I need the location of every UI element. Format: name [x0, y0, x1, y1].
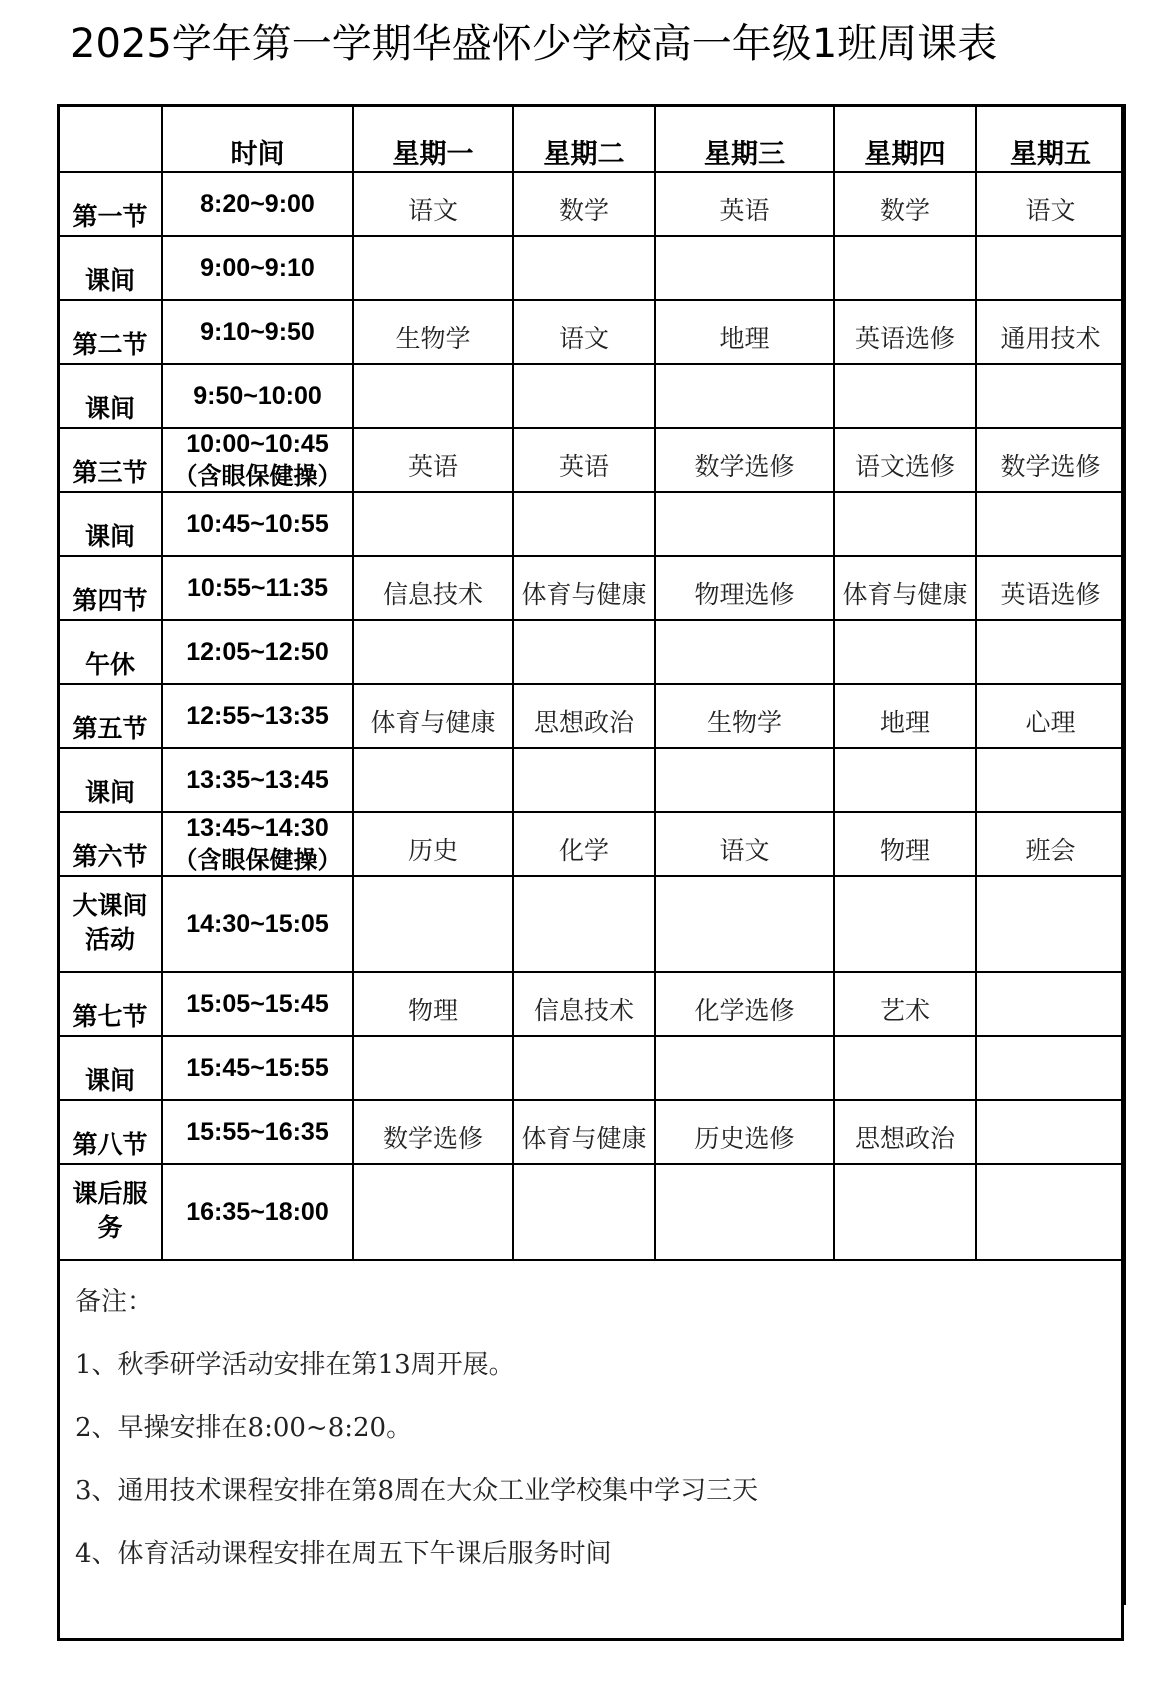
row-label-line: 活动 [84, 925, 135, 954]
row-label-line: 大课间 [72, 891, 148, 920]
notes-section [75, 1285, 758, 1600]
subject-cell: 语文选修 [834, 428, 976, 492]
time-note: （含眼保健操） [173, 461, 342, 490]
subject-cell: 生物学 [655, 684, 834, 748]
subject-cell: 数学 [513, 172, 655, 236]
subject-cell: 英语 [353, 428, 513, 492]
note-item-2: 2、早操安排在8:00~8:20。 [75, 1413, 413, 1443]
subject-cell: 艺术 [834, 972, 976, 1036]
subject-cell: 生物学 [353, 300, 513, 364]
subject-cell: 语文 [513, 300, 655, 364]
time-range: 12:55~13:35 [186, 702, 329, 730]
row-label: 第三节 [58, 428, 162, 492]
row-label: 课间 [58, 1036, 162, 1100]
row-label: 第一节 [58, 172, 162, 236]
subject-cell: 物理 [834, 812, 976, 876]
subject-cell: 班会 [976, 812, 1125, 876]
time-range: 9:00~9:10 [200, 254, 315, 282]
subject-cell: 思想政治 [513, 684, 655, 748]
header-time: 时间 [162, 105, 353, 172]
time-range: 10:55~11:35 [186, 574, 329, 602]
row-label-line: 务 [97, 1213, 123, 1242]
time-range: 9:10~9:50 [200, 318, 315, 346]
subject-cell: 数学选修 [655, 428, 834, 492]
subject-cell: 心理 [976, 684, 1125, 748]
row-label: 第五节 [58, 684, 162, 748]
row-label: 第二节 [58, 300, 162, 364]
time-range: 14:30~15:05 [186, 910, 329, 938]
time-range: 12:05~12:50 [186, 638, 329, 666]
subject-cell: 英语选修 [976, 556, 1125, 620]
note-item-3: 3、通用技术课程安排在第8周在大众工业学校集中学习三天 [75, 1476, 759, 1506]
subject-cell: 信息技术 [513, 972, 655, 1036]
note-item-1: 1、秋季研学活动安排在第13周开展。 [75, 1350, 515, 1380]
row-label: 课间 [58, 236, 162, 300]
row-label: 课间 [58, 364, 162, 428]
subject-cell: 英语 [513, 428, 655, 492]
note-item-4: 4、体育活动课程安排在周五下午课后服务时间 [75, 1539, 612, 1569]
row-label: 午休 [58, 620, 162, 684]
time-range: 15:05~15:45 [186, 990, 329, 1018]
subject-cell: 地理 [655, 300, 834, 364]
time-range: 15:45~15:55 [186, 1054, 329, 1082]
subject-cell: 物理 [353, 972, 513, 1036]
row-label: 第七节 [58, 972, 162, 1036]
subject-cell: 数学选修 [353, 1100, 513, 1164]
row-label: 课间 [58, 492, 162, 556]
subject-cell: 地理 [834, 684, 976, 748]
subject-cell: 信息技术 [353, 556, 513, 620]
subject-cell: 历史 [353, 812, 513, 876]
subject-cell: 体育与健康 [513, 556, 655, 620]
subject-cell: 语文 [976, 172, 1125, 236]
time-range: 13:45~14:30 [186, 814, 329, 842]
subject-cell: 通用技术 [976, 300, 1125, 364]
row-label: 第六节 [58, 812, 162, 876]
subject-cell: 体育与健康 [513, 1100, 655, 1164]
subject-cell: 英语选修 [834, 300, 976, 364]
time-range: 16:35~18:00 [186, 1198, 329, 1226]
time-note: （含眼保健操） [173, 845, 342, 874]
time-range: 10:00~10:45 [186, 430, 329, 458]
subject-cell: 物理选修 [655, 556, 834, 620]
row-label: 课间 [58, 748, 162, 812]
time-range: 13:35~13:45 [186, 766, 329, 794]
subject-cell: 化学 [513, 812, 655, 876]
time-range: 8:20~9:00 [200, 190, 315, 218]
notes-heading: 备注： [75, 1287, 154, 1317]
header-day-fri: 星期五 [976, 105, 1125, 172]
header-day-thu: 星期四 [834, 105, 976, 172]
subject-cell: 历史选修 [655, 1100, 834, 1164]
subject-cell: 语文 [353, 172, 513, 236]
subject-cell: 体育与健康 [834, 556, 976, 620]
header-day-mon: 星期一 [353, 105, 513, 172]
subject-cell: 语文 [655, 812, 834, 876]
row-label: 第八节 [58, 1100, 162, 1164]
subject-cell: 思想政治 [834, 1100, 976, 1164]
subject-cell: 英语 [655, 172, 834, 236]
row-label-line: 课后服 [72, 1179, 148, 1208]
subject-cell: 数学选修 [976, 428, 1125, 492]
header-day-tue: 星期二 [513, 105, 655, 172]
subject-cell: 化学选修 [655, 972, 834, 1036]
page-title: 2025学年第一学期华盛怀少学校高一年级1班周课表 [70, 21, 998, 67]
time-range: 15:55~16:35 [186, 1118, 329, 1146]
row-label: 第四节 [58, 556, 162, 620]
subject-cell: 数学 [834, 172, 976, 236]
time-range: 10:45~10:55 [186, 510, 329, 538]
time-range: 9:50~10:00 [193, 382, 322, 410]
subject-cell: 体育与健康 [353, 684, 513, 748]
header-day-wed: 星期三 [655, 105, 834, 172]
